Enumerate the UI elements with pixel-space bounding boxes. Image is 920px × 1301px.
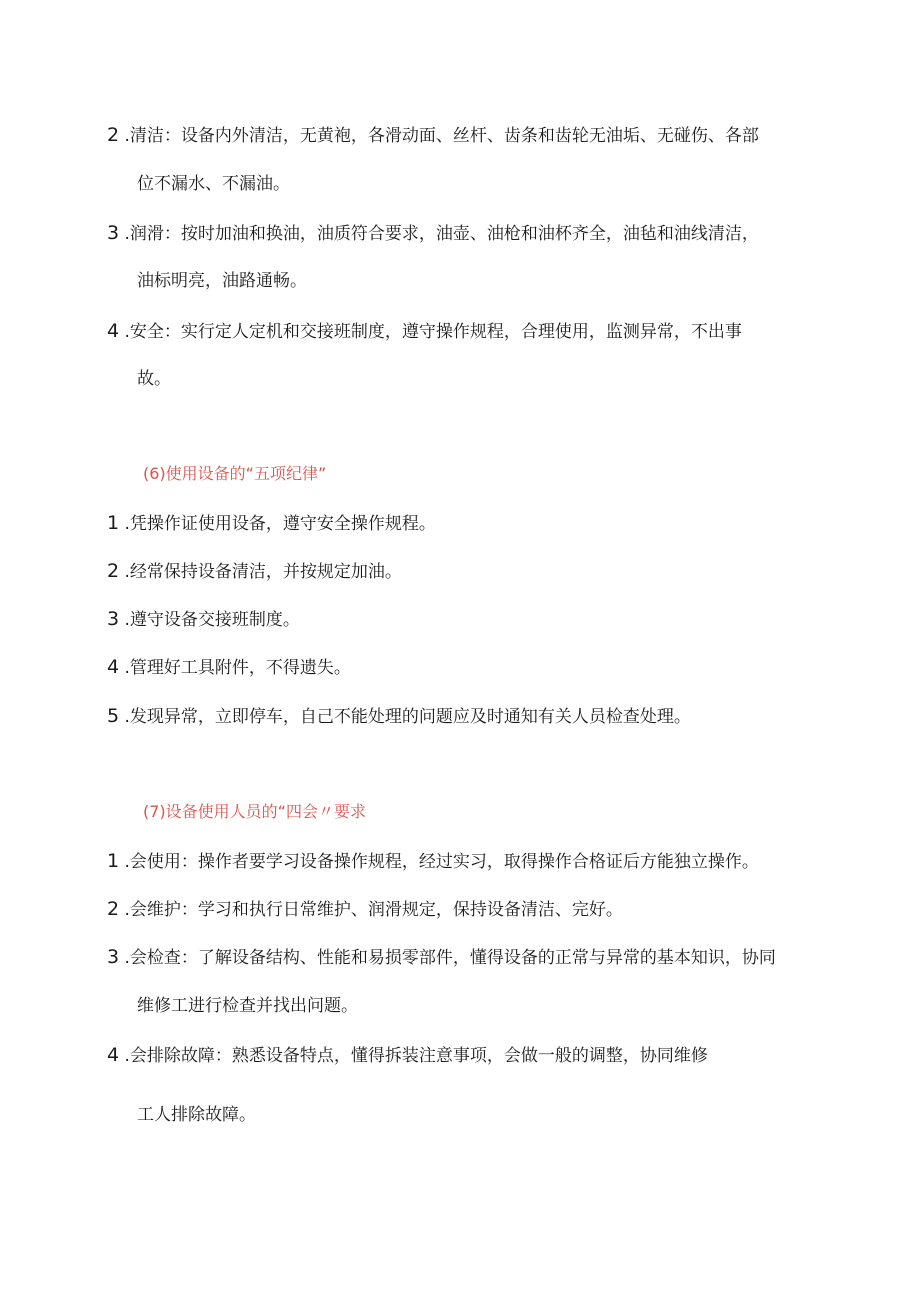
item-number: 4	[107, 656, 120, 678]
item-number: 3	[107, 222, 120, 244]
item-text: .会维护：学习和执行日常维护、润滑规定，保持设备清洁、完好。	[119, 900, 623, 920]
item-text: .安全：实行定人定机和交接班制度，遵守操作规程，合理使用，监测异常，不出事	[119, 322, 742, 342]
list-item	[107, 608, 300, 631]
item-number: 2	[107, 124, 120, 146]
item-number: 4	[107, 320, 120, 342]
item-text: .经常保持设备清洁，并按规定加油。	[119, 562, 402, 582]
item-text: .凭操作证使用设备，遵守安全操作规程。	[119, 514, 436, 534]
list-item	[107, 1044, 708, 1067]
item-number: 2	[107, 898, 120, 920]
item-continuation: 工人排除故障。	[137, 1105, 256, 1125]
section-heading: (6)使用设备的“五项纪律”	[143, 464, 327, 483]
list-item	[107, 222, 759, 245]
list-item	[107, 946, 776, 969]
item-number: 1	[107, 512, 120, 534]
section-heading: (7)设备使用人员的“四会〃要求	[143, 802, 366, 821]
item-text: .会检查：了解设备结构、性能和易损零部件，懂得设备的正常与异常的基本知识，协同	[119, 948, 776, 968]
item-continuation: 故。	[137, 369, 171, 389]
item-number: 4	[107, 1044, 120, 1066]
item-text: .发现异常，立即停车，自己不能处理的问题应及时通知有关人员检查处理。	[119, 707, 691, 727]
list-item	[107, 320, 742, 343]
item-text: .润滑：按时加油和换油，油质符合要求，油壶、油枪和油杯齐全，油毡和油线清洁，	[119, 224, 759, 244]
item-text: .遵守设备交接班制度。	[119, 610, 300, 630]
list-item	[107, 850, 759, 873]
list-item	[107, 656, 351, 679]
list-item	[107, 512, 436, 535]
list-item	[107, 898, 623, 921]
list-item	[107, 560, 402, 583]
item-number: 3	[107, 946, 120, 968]
item-number: 2	[107, 560, 120, 582]
item-continuation: 维修工进行检查并找出问题。	[137, 996, 358, 1016]
list-item	[107, 705, 691, 728]
item-text: .会使用：操作者要学习设备操作规程，经过实习，取得操作合格证后方能独立操作。	[119, 852, 759, 872]
item-number: 1	[107, 850, 120, 872]
item-continuation: 油标明亮，油路通畅。	[137, 271, 307, 291]
item-number: 5	[107, 705, 120, 727]
item-continuation: 位不漏水、不漏油。	[137, 174, 290, 194]
item-number: 3	[107, 608, 120, 630]
item-text: .清洁：设备内外清洁，无黄袍，各滑动面、丝杆、齿条和齿轮无油垢、无碰伤、各部	[119, 126, 759, 146]
item-text: .会排除故障：熟悉设备特点，懂得拆装注意事项，会做一般的调整，协同维修	[119, 1046, 708, 1066]
item-text: .管理好工具附件，不得遗失。	[119, 658, 351, 678]
list-item	[107, 124, 759, 147]
